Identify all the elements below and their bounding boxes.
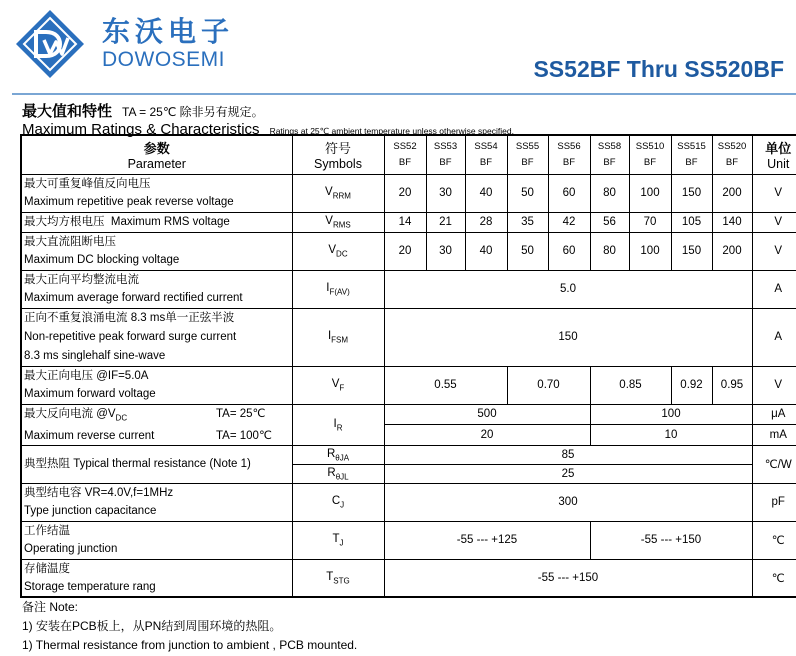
value-cell: 60 [548,232,590,270]
ta-condition: TA= 25℃ [216,407,266,420]
notes-title: 备注 Note: [22,600,79,614]
notes-section [22,598,357,655]
value-cell: 5.0 [384,270,752,308]
unit-cell: A [752,270,796,308]
table-row-vrms [21,212,796,232]
value-cell: 70 [629,212,671,232]
value-cell: 500 [384,404,590,425]
header-divider [12,93,796,95]
value-cell: -55 --- +150 [384,559,752,597]
unit-cell: mA [752,425,796,446]
section-ambient-note: Ratings at 25℃ ambient temperature unless otherwise specified. [269,126,514,136]
value-cell: 100 [629,232,671,270]
part-suffix: BF [643,156,657,168]
note-1-cn: 1) 安装在PCB板上，从PN结到周围环境的热阻。 [22,619,282,633]
value-cell: 0.55 [384,366,507,404]
value-cell: 50 [507,232,548,270]
part-header: SS55 [515,140,540,152]
part-header: SS510 [635,140,665,152]
brand-name-cn: 东沃电子 [102,15,235,48]
value-cell: 20 [384,425,590,446]
unit-cell: pF [752,483,796,521]
part-header: SS54 [474,140,498,152]
value-cell: 30 [426,174,465,212]
part-header: SS52 [393,140,417,152]
param-label-cn: 最大正向电压 @IF=5.0A [24,370,149,382]
unit-cell: V [752,366,796,404]
table-row-cj [21,483,796,521]
symbol-cell: $I_{F(AV)}$ [292,270,384,308]
value-cell: 42 [548,212,590,232]
value-cell: 200 [712,232,752,270]
param-label-cn: 工作结温 [24,525,70,538]
value-cell: 100 [590,404,752,425]
part-header: SS56 [557,140,581,152]
param-label-en: Maximum RMS voltage [110,216,230,228]
param-label-en: Non-repetitive peak forward surge current [24,330,237,343]
symbol-cell: $I_R$ [292,404,384,445]
param-label-en: Maximum forward voltage [24,388,156,400]
param-label-en: Maximum reverse current [24,429,155,442]
value-cell: 0.95 [712,366,752,404]
table-row-tj [21,521,796,559]
value-cell: 150 [384,308,752,366]
unit-cell: V [752,232,796,270]
param-label-en: 8.3 ms singlehalf sine-wave [24,349,166,362]
table-row-rth-ja [21,445,796,464]
value-cell: 20 [384,232,426,270]
symbol-cell: $V_F$ [292,366,384,404]
section-title-cn: 最大值和特性 [22,103,113,120]
part-suffix: BF [603,156,616,168]
symbol-cell: $R_{\theta JA}$ [292,445,384,464]
unit-cell: ℃/W [752,445,796,483]
value-cell: 105 [671,212,712,232]
value-cell: 0.70 [507,366,590,404]
value-cell: 300 [384,483,752,521]
param-label-cn: 最大均方根电压 [24,216,105,228]
unit-cell: A [752,308,796,366]
header-unit-en: Unit [767,157,790,172]
value-cell: 25 [384,464,752,483]
unit-cell: ℃ [752,521,796,559]
brand-name-en: DOWOSEMI [102,48,225,71]
part-suffix: BF [521,156,534,168]
symbol-cell: $I_{FSM}$ [292,308,384,366]
value-cell: 40 [465,174,507,212]
unit-cell: V [752,212,796,232]
param-label-cn: 最大可重复峰值反向电压 [24,178,151,190]
param-label-cn: 存储温度 [24,563,70,576]
table-row-vrrm [21,174,796,212]
param-label-cn: 最大正向平均整流电流 [24,274,139,286]
symbol-cell: $R_{\theta JL}$ [292,464,384,483]
value-cell: -55 --- +125 [384,521,590,559]
param-label-en: Maximum repetitive peak reverse voltage [24,196,234,208]
value-cell: 60 [548,174,590,212]
unit-cell: V [752,174,796,212]
param-label-cn: 最大直流阻断电压 [24,236,116,248]
value-cell: 21 [426,212,465,232]
part-suffix: BF [562,156,576,168]
part-suffix: BF [398,156,412,168]
table-row-vf [21,366,796,404]
value-cell: 0.92 [671,366,712,404]
param-label-cn: 正向不重复浪涌电流 8.3 ms单一正弦半波 [24,311,235,324]
value-cell: 40 [465,232,507,270]
param-label-en: Type junction capacitance [24,505,157,518]
param-label-en: Maximum DC blocking voltage [24,254,180,266]
param-label: 典型热阻 Typical thermal resistance (Note 1) [21,445,292,483]
value-cell: 100 [629,174,671,212]
unit-cell: μA [752,404,796,425]
part-suffix: BF [479,156,493,168]
value-cell: 50 [507,174,548,212]
value-cell: 80 [590,232,629,270]
section-ta-note: TA = 25℃ 除非另有规定。 [122,105,264,119]
table-row-ir-25: 最大反向电流 $@V_{DC}$ TA= 25℃ Maximum reverse current TA= 100℃ $I_R$ 500 100 μA [21,404,796,425]
value-cell: 28 [465,212,507,232]
header-symbols-en: Symbols [314,157,362,172]
ratings-table [20,134,796,598]
value-cell: 35 [507,212,548,232]
header-unit-cn: 单位 [765,141,792,157]
symbol-cell: $T_J$ [292,521,384,559]
value-cell: 80 [590,174,629,212]
value-cell: 150 [671,174,712,212]
value-cell: 30 [426,232,465,270]
value-cell: 85 [384,445,752,464]
value-cell: 200 [712,174,752,212]
header-symbols-cn: 符号 [324,141,351,157]
symbol-cell: $V_{RRM}$ [292,174,384,212]
table-header-row [21,135,796,174]
table-row-vdc [21,232,796,270]
part-suffix: BF [439,156,452,168]
table-row-tstg [21,559,796,597]
value-cell: 56 [590,212,629,232]
value-cell: 20 [384,174,426,212]
value-cell: 14 [384,212,426,232]
dowosemi-logo-icon [14,8,86,80]
header-param-en: Parameter [127,157,186,172]
table-row-ifav [21,270,796,308]
header-param-cn: 参数 [143,141,170,157]
part-header: SS520 [717,140,747,152]
part-header: SS58 [597,140,622,152]
part-suffix: BF [685,156,698,168]
part-header: SS53 [433,140,458,152]
value-cell: 150 [671,232,712,270]
value-cell: 10 [590,425,752,446]
page-header [0,0,796,96]
value-cell: 140 [712,212,752,232]
symbol-cell: $V_{DC}$ [292,232,384,270]
note-1-en: 1) Thermal resistance from junction to ambient , PCB mounted. [22,638,358,652]
param-label-cn: 典型结电容 VR=4.0V,f=1MHz [24,487,174,500]
part-header: SS515 [677,140,706,152]
symbol-cell: $C_J$ [292,483,384,521]
part-suffix: BF [725,156,739,168]
table-row-ifsm [21,308,796,366]
symbol-cell: $V_{RMS}$ [292,212,384,232]
value-cell: -55 --- +150 [590,521,752,559]
symbol-cell: $T_{STG}$ [292,559,384,597]
ta-condition: TA= 100℃ [216,429,272,442]
section-title-en: Maximum Ratings & Characteristics [22,121,260,138]
param-label-cn: 最大反向电流 @V [24,407,116,420]
part-series-title: SS52BF Thru SS520BF [533,56,784,82]
param-label-en: Storage temperature rang [24,581,156,594]
param-label-en: Maximum average forward rectified current [24,292,243,304]
unit-cell: ℃ [752,559,796,597]
param-label-en: Operating junction [24,543,118,556]
value-cell: 0.85 [590,366,671,404]
